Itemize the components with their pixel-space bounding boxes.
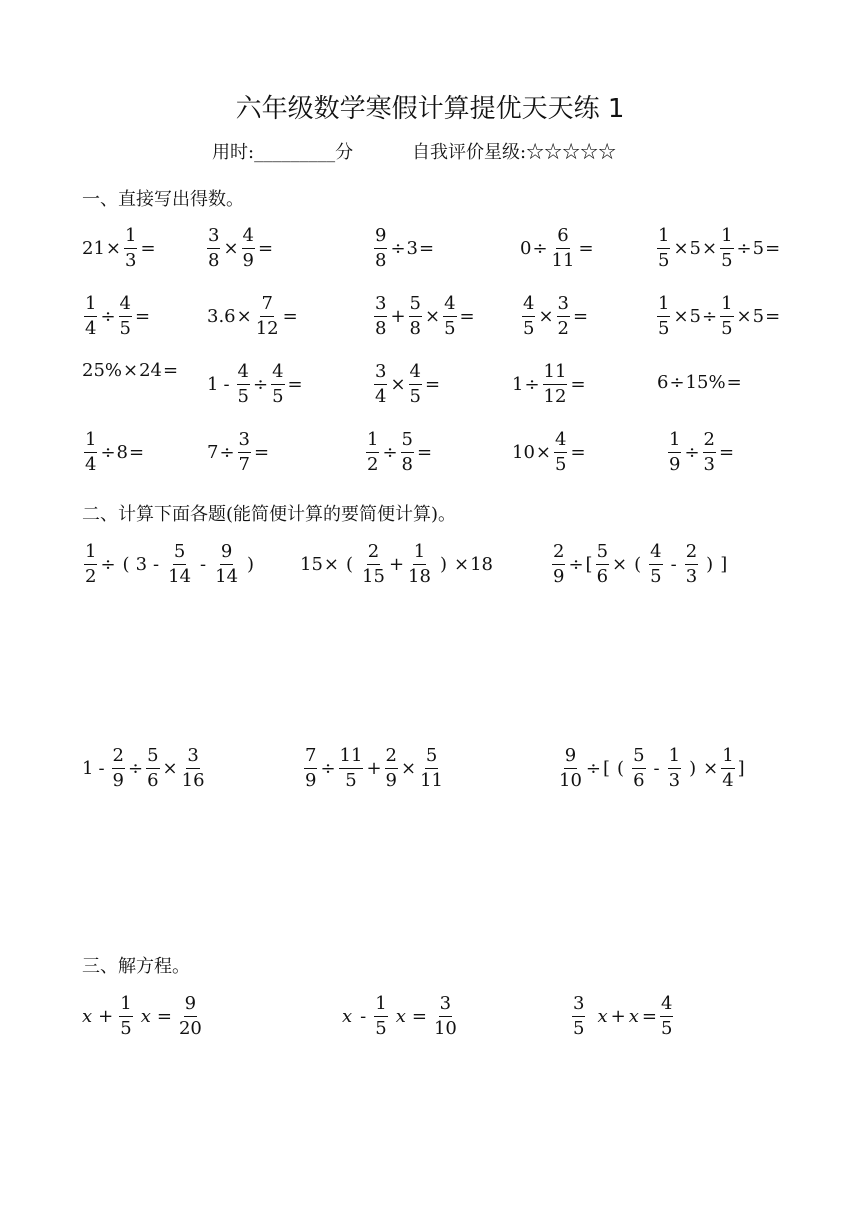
calc-2: 15 × ( $\frac{2}{15}$ + $\frac{1}{18}$ ) × 18: [300, 541, 493, 587]
problem-1-5: $\frac{1}{5}$ × 5 × $\frac{1}{5}$ ÷ 5 =: [658, 225, 781, 271]
problem-2-4: $\frac{4}{5}$ × $\frac{3}{2}$ =: [523, 293, 589, 339]
problem-3-5: 6 ÷ 15% =: [657, 372, 742, 393]
section-1-heading: 一、直接写出得数。: [82, 189, 244, 210]
problem-1-2: $\frac{3}{8}$ × $\frac{4}{9}$ =: [208, 225, 274, 271]
problem-4-5: $\frac{1}{9}$ ÷ $\frac{2}{3}$ =: [669, 429, 735, 475]
self-rating-label: 自我评价星级:☆☆☆☆☆: [412, 142, 617, 163]
section-2-heading: 二、计算下面各题(能简便计算的要简便计算)。: [82, 504, 457, 525]
calc-3: $\frac{2}{9}$ ÷ [ $\frac{5}{6}$ × ( $\frac{4}{5}$ - $\frac{2}{3}$ ) ]: [553, 541, 728, 587]
problem-2-5: $\frac{1}{5}$ × 5 ÷ $\frac{1}{5}$ × 5 =: [658, 293, 781, 339]
time-used-label: 用时:_________分: [212, 142, 354, 163]
equation-2: x - $\frac{1}{5}$ x = $\frac{3}{10}$: [342, 993, 457, 1039]
calc-6: $\frac{9}{10}$ ÷ [ ( $\frac{5}{6}$ - $\frac{1}{3}$ ) × $\frac{1}{4}$ ]: [559, 745, 745, 791]
problem-3-1: 25% × 24 =: [82, 360, 179, 381]
problem-1-1: 21 × $\frac{1}{3}$ =: [82, 225, 156, 271]
problem-3-4: 1 ÷ $\frac{11}{12}$ =: [512, 361, 586, 407]
problem-2-2: 3.6 × $\frac{7}{12}$ =: [207, 293, 298, 339]
section-3-heading: 三、解方程。: [82, 956, 190, 977]
problem-1-3: $\frac{9}{8}$ ÷ 3 =: [375, 225, 435, 271]
page-title: 六年级数学寒假计算提优天天练 1: [235, 94, 625, 124]
calc-4: 1 - $\frac{2}{9}$ ÷ $\frac{5}{6}$ × $\frac{3}{16}$: [82, 745, 205, 791]
problem-3-3: $\frac{3}{4}$ × $\frac{4}{5}$ =: [375, 361, 441, 407]
problem-1-4: 0 ÷ $\frac{6}{11}$ =: [520, 225, 594, 271]
problem-2-3: $\frac{3}{8}$ + $\frac{5}{8}$ × $\frac{4}{5}$ =: [375, 293, 475, 339]
problem-2-1: $\frac{1}{4}$ ÷ $\frac{4}{5}$ =: [85, 293, 151, 339]
equation-1: x + $\frac{1}{5}$ x = $\frac{9}{20}$: [82, 993, 202, 1039]
problem-4-4: 10 × $\frac{4}{5}$ =: [512, 429, 586, 475]
equation-3: $\frac{3}{5}$ x + x = $\frac{4}{5}$: [573, 993, 673, 1039]
calc-5: $\frac{7}{9}$ ÷ $\frac{11}{5}$ + $\frac{2}{9}$ × $\frac{5}{11}$: [305, 745, 443, 791]
problem-3-2: 1 - $\frac{4}{5}$ ÷ $\frac{4}{5}$ =: [207, 361, 303, 407]
problem-4-2: 7 ÷ $\frac{3}{7}$ =: [207, 429, 270, 475]
problem-4-3: $\frac{1}{2}$ ÷ $\frac{5}{8}$ =: [367, 429, 433, 475]
calc-1: $\frac{1}{2}$ ÷ ( 3 - $\frac{5}{14}$ - $\frac{9}{14}$ ): [85, 541, 255, 587]
problem-4-1: $\frac{1}{4}$ ÷ 8 =: [85, 429, 145, 475]
